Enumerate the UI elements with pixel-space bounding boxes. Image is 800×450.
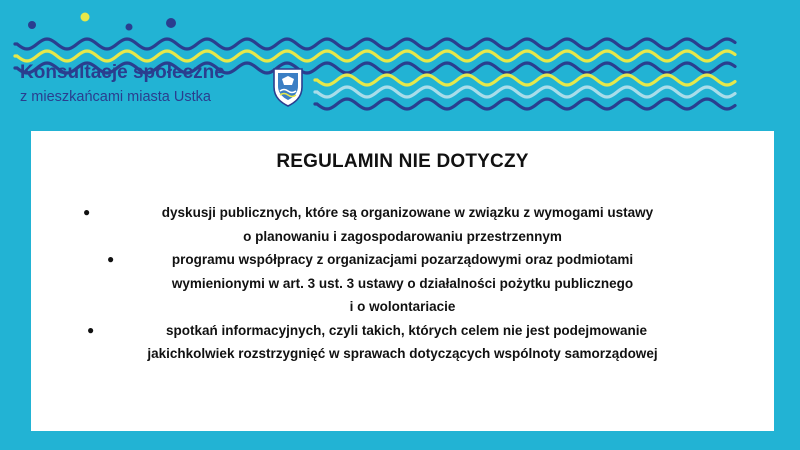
content-card bbox=[31, 131, 774, 431]
rule-item-information-meetings bbox=[31, 319, 774, 366]
card-heading: REGULAMIN NIE DOTYCZY bbox=[276, 151, 529, 172]
wave-line bbox=[315, 87, 735, 97]
rule-line: spotkań informacyjnych, czyli takich, których celem nie jest podejmowanie bbox=[166, 322, 647, 338]
decor-dot bbox=[166, 18, 176, 28]
rule-line: dyskusji publicznych, które są organizowane w związku z wymogami ustawy bbox=[161, 205, 654, 220]
page-title: Konsultacje społeczne bbox=[20, 62, 225, 83]
bullet-icon: ● bbox=[107, 252, 115, 266]
title-block bbox=[20, 62, 225, 107]
wave-line bbox=[315, 75, 735, 85]
wave-line bbox=[15, 51, 735, 61]
ustka-coat-of-arms-icon bbox=[272, 67, 304, 107]
rule-line: programu współpracy z organizacjami pozarządowymi oraz podmiotami bbox=[171, 252, 634, 267]
decor-dot bbox=[81, 13, 90, 22]
wave-line bbox=[15, 39, 735, 49]
page-subtitle: z mieszkańcami miasta Ustka bbox=[20, 89, 211, 105]
rule-line: wymienionymi w art. 3 ust. 3 ustawy o działalności pożytku publicznego bbox=[171, 275, 634, 291]
rule-line: jakichkolwiek rozstrzygnięć w sprawach dotyczących wspólnoty samorządowej bbox=[147, 346, 658, 361]
rule-item-public-discussions bbox=[31, 201, 774, 248]
bullet-icon: ● bbox=[83, 205, 91, 219]
bullet-icon: ● bbox=[87, 322, 95, 337]
rule-line: o planowaniu i zagospodarowaniu przestrzennym bbox=[243, 228, 562, 244]
rule-item-cooperation-program bbox=[31, 248, 774, 319]
rule-list bbox=[31, 201, 774, 366]
decor-dot bbox=[126, 24, 133, 31]
header-banner bbox=[0, 0, 800, 125]
wave-line bbox=[315, 99, 735, 109]
rule-line: i o wolontariacie bbox=[349, 299, 456, 314]
decor-dot bbox=[28, 21, 36, 29]
